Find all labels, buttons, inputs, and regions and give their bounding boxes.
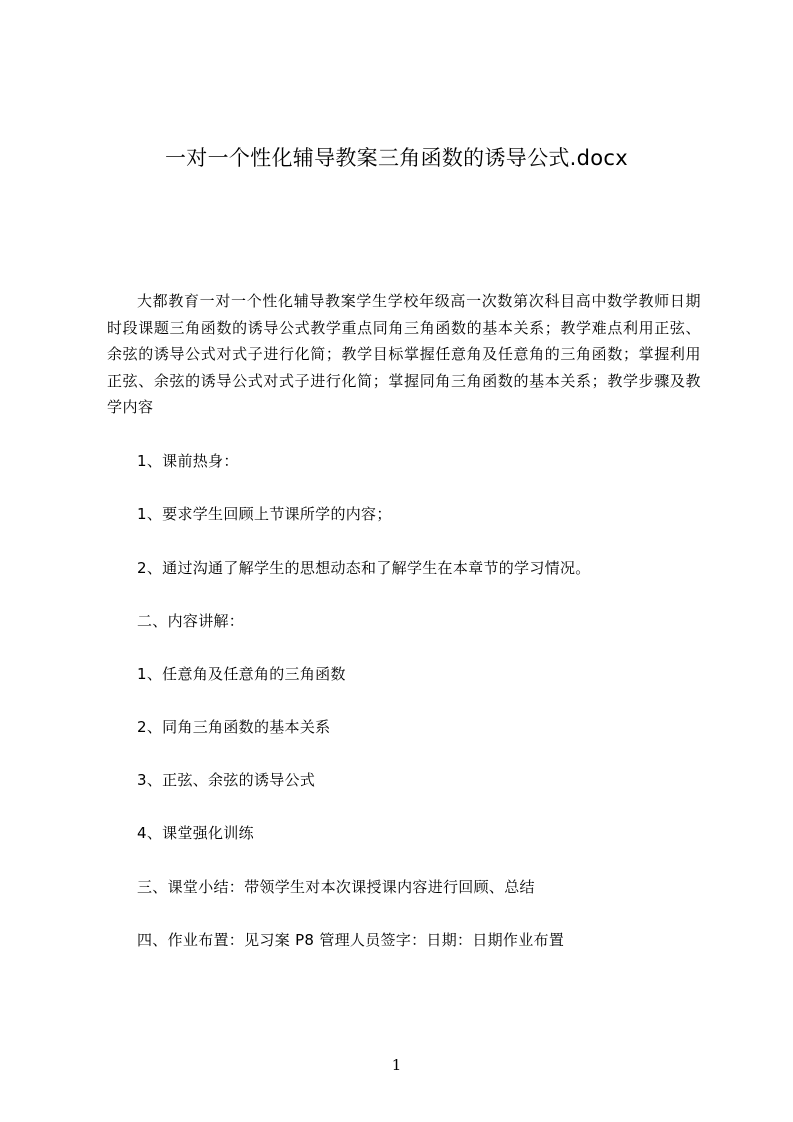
- page-number: 1: [391, 1056, 402, 1074]
- content-line-summary: 三、课堂小结：带领学生对本次课授课内容进行回顾、总结: [137, 878, 535, 896]
- intro-paragraph: 大都教育一对一个性化辅导教案学生学校年级高一次数第次科目高中数学教师日期时段课题三角函数的诱导公式教学重点同角三角函数的基本关系；教学难点利用正弦、余弦的诱导公式对式子进行化简；教学目标掌握任意角及任意角的三角函数；掌握利用正弦、余弦的诱导公式对式子进行化简；掌握同角三角函数的基本关系；教学步骤及教学内容: [107, 292, 701, 416]
- content-line-topic-3: 3、正弦、余弦的诱导公式: [137, 771, 316, 789]
- content-line-explanation-heading: 二、内容讲解：: [137, 612, 245, 630]
- content-line-communication: 2、通过沟通了解学生的思想动态和了解学生在本章节的学习情况。: [137, 559, 591, 577]
- content-line-topic-1: 1、任意角及任意角的三角函数: [137, 665, 346, 683]
- content-line-topic-4: 4、课堂强化训练: [137, 824, 254, 842]
- content-line-warmup-heading: 1、课前热身：: [137, 452, 239, 470]
- content-line-topic-2: 2、同角三角函数的基本关系: [137, 718, 331, 736]
- document-title: 一对一个性化辅导教案三角函数的诱导公式.docx: [164, 146, 629, 170]
- content-line-homework: 四、作业布置：见习案 P8 管理人员签字：日期：日期作业布置: [137, 931, 565, 949]
- content-line-review: 1、要求学生回顾上节课所学的内容；: [137, 505, 392, 523]
